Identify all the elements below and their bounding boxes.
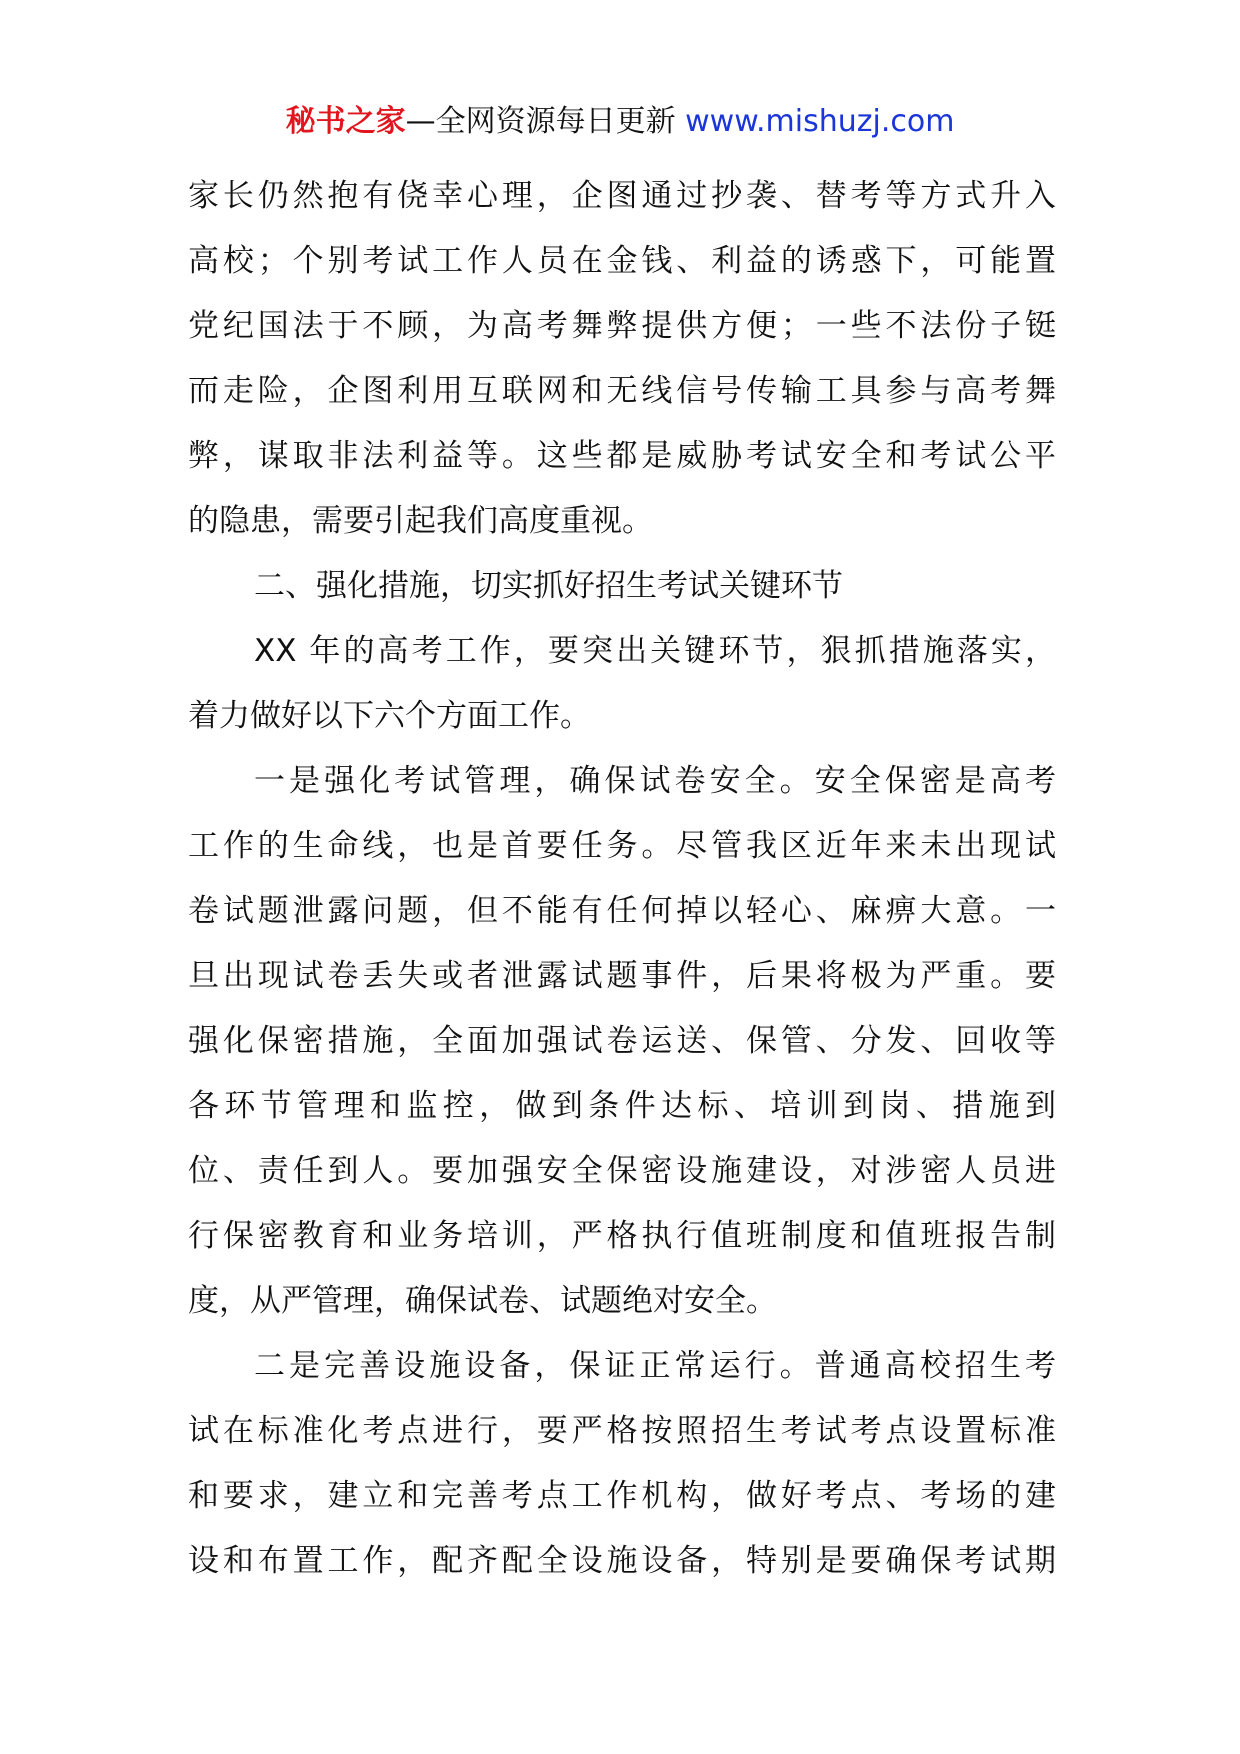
text-line: 而走险，企图利用互联网和无线信号传输工具参与高考舞 [188,373,1056,409]
text-line: 二是完善设施设备，保证正常运行。普通高校招生考 [254,1348,1056,1384]
text-line: 试在标准化考点进行，要严格按照招生考试考点设置标准 [188,1413,1056,1449]
text-line: 位、责任到人。要加强安全保密设施建设，对涉密人员进 [188,1153,1056,1189]
text-line: 度，从严管理，确保试卷、试题绝对安全。 [188,1283,777,1319]
text-line: 和要求，建立和完善考点工作机构，做好考点、考场的建 [188,1478,1056,1514]
document-body [188,164,1056,1594]
text-line: 家长仍然抱有侥幸心理，企图通过抄袭、替考等方式升入 [188,178,1056,214]
text-line: 卷试题泄露问题，但不能有任何掉以轻心、麻痹大意。一 [188,893,1056,929]
text-line: 强化保密措施，全面加强试卷运送、保管、分发、回收等 [188,1023,1056,1059]
text-line: 高校；个别考试工作人员在金钱、利益的诱惑下，可能置 [188,243,1056,279]
brand-name: 秘书之家 [285,104,406,139]
text-line: 行保密教育和业务培训，严格执行值班制度和值班报告制 [188,1218,1056,1254]
section-heading: 二、强化措施，切实抓好招生考试关键环节 [254,568,843,604]
text-line: XX 年的高考工作，要突出关键环节，狠抓措施落实， [254,633,1056,669]
text-line: 设和布置工作，配齐配全设施设备，特别是要确保考试期 [188,1543,1056,1579]
text-line: 旦出现试卷丢失或者泄露试题事件，后果将极为严重。要 [188,958,1056,994]
site-url-link[interactable]: www.mishuzj.com [685,104,955,139]
text-line: 党纪国法于不顾，为高考舞弊提供方便；一些不法份子铤 [188,308,1056,344]
header-slogan: —全网资源每日更新 [405,104,676,139]
text-line: 着力做好以下六个方面工作。 [188,698,591,734]
text-line: 各环节管理和监控，做到条件达标、培训到岗、措施到 [188,1088,1056,1124]
text-line: 工作的生命线，也是首要任务。尽管我区近年来未出现试 [188,828,1056,864]
page-header [0,100,1240,144]
text-line: 的隐患，需要引起我们高度重视。 [188,503,653,539]
text-line: 一是强化考试管理，确保试卷安全。安全保密是高考 [254,763,1056,799]
text-line: 弊，谋取非法利益等。这些都是威胁考试安全和考试公平 [188,438,1056,474]
